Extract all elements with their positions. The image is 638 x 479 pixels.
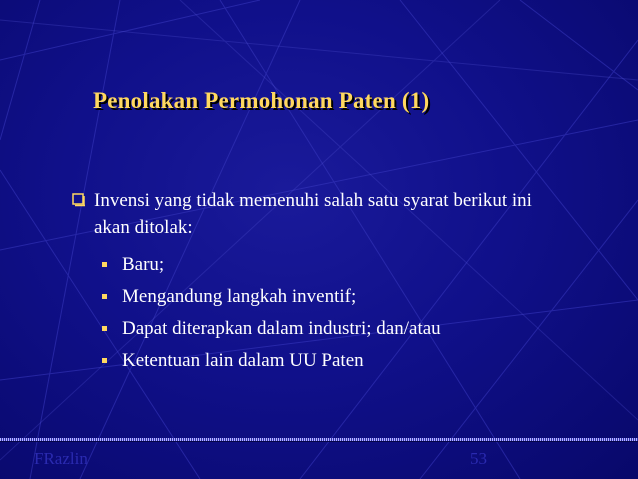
list-item: [100, 281, 441, 313]
slide-title: Penolakan Permohonan Paten (1): [93, 88, 430, 113]
list-item: [100, 249, 441, 281]
footer-divider-shadow: [0, 441, 638, 442]
list-item-text: Baru;: [122, 254, 165, 275]
square-bullet-icon: [102, 358, 107, 363]
main-bullet-point: [72, 187, 552, 241]
list-item: [100, 313, 441, 345]
square-bullet-icon: [102, 294, 107, 299]
list-item-text: Mengandung langkah inventif;: [122, 286, 357, 307]
footer-author: FRazlin: [34, 449, 88, 468]
page-number: 53: [470, 449, 487, 468]
list-item: [100, 345, 441, 377]
hollow-square-icon: [72, 193, 86, 207]
square-bullet-icon: [102, 326, 107, 331]
square-bullet-icon: [102, 262, 107, 267]
sub-bullet-list: [100, 249, 441, 377]
list-item-text: Dapat diterapkan dalam industri; dan/atau: [122, 318, 441, 339]
main-point-text: Invensi yang tidak memenuhi salah satu syarat berikut ini akan ditolak:: [94, 190, 532, 238]
list-item-text: Ketentuan lain dalam UU Paten: [122, 350, 364, 371]
